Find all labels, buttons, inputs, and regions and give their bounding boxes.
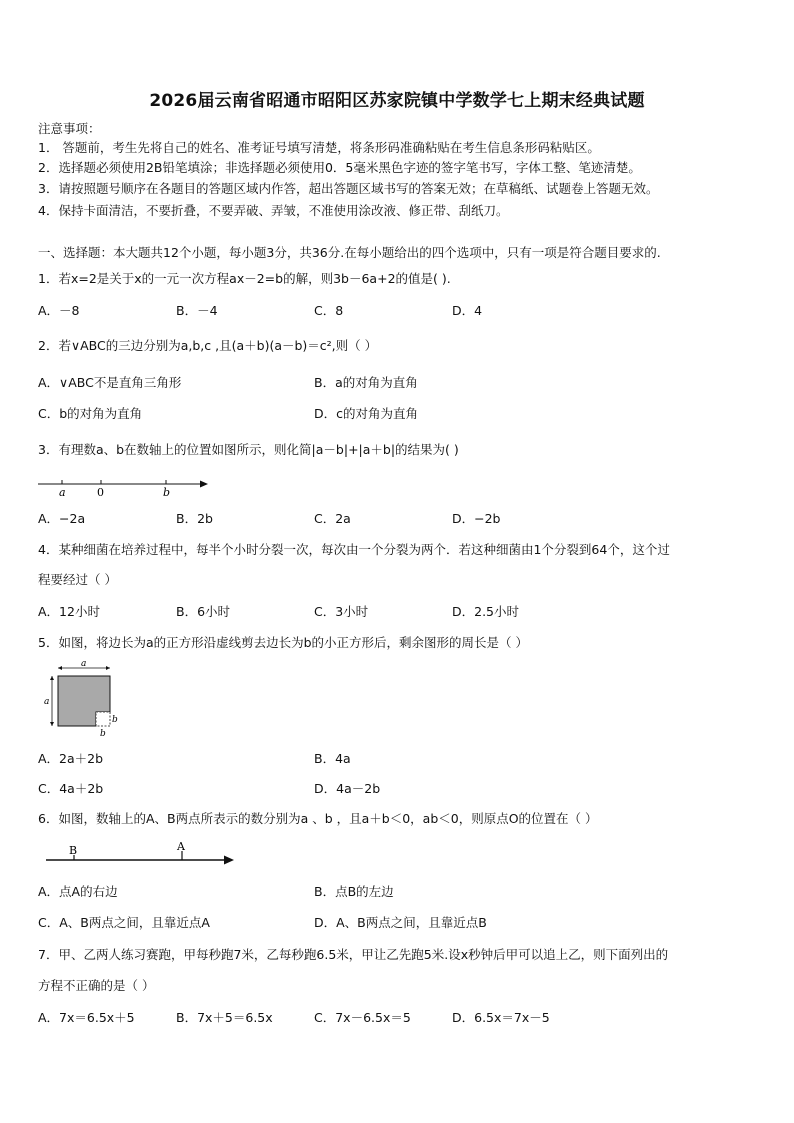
q5-option-c: C．4a＋2b bbox=[38, 781, 104, 796]
q2-option-a: A．∨ABC不是直角三角形 bbox=[38, 375, 182, 390]
q2-option-b: B．a的对角为直角 bbox=[314, 375, 418, 390]
q1-option-a: A．－8 bbox=[38, 303, 80, 318]
q3-option-c: C．2a bbox=[314, 511, 351, 526]
q6-option-a: A．点A的右边 bbox=[38, 884, 118, 899]
q5-label-bottom-b: b bbox=[100, 729, 106, 738]
q7-option-b: B．7x＋5＝6.5x bbox=[176, 1010, 273, 1025]
question-6: 6．如图，数轴上的A、B两点所表示的数分别为a 、b ，且a＋b＜0，ab＜0，则原点O的位置在（ ） bbox=[38, 811, 598, 826]
q3-number-line bbox=[36, 474, 216, 500]
q6-option-b: B．点B的左边 bbox=[314, 884, 394, 899]
question-5: 5．如图，将边长为a的正方形沿虚线剪去边长为b的小正方形后，剩余图形的周长是（ ） bbox=[38, 635, 529, 650]
q3-option-d: D．−2b bbox=[452, 511, 501, 526]
q6-option-d: D．A、B两点之间，且靠近点B bbox=[314, 915, 487, 930]
q1-option-b: B．－4 bbox=[176, 303, 218, 318]
q5-square-figure bbox=[42, 660, 122, 738]
question-1: 1．若x=2是关于x的一元一次方程ax－2=b的解，则3b－6a+2的值是( ). bbox=[38, 271, 451, 286]
q5-option-b: B．4a bbox=[314, 751, 351, 766]
question-7-line-2: 方程不正确的是（ ） bbox=[38, 978, 155, 993]
q6-option-c: C．A、B两点之间，且靠近点A bbox=[38, 915, 210, 930]
q7-option-a: A．7x＝6.5x＋5 bbox=[38, 1010, 135, 1025]
question-2: 2．若∨ABC的三边分别为a,b,c ,且(a＋b)(a－b)＝c²,则（ ） bbox=[38, 338, 378, 353]
q3-option-a: A．−2a bbox=[38, 511, 86, 526]
q7-option-c: C．7x－6.5x＝5 bbox=[314, 1010, 411, 1025]
q5-label-right-b: b bbox=[112, 715, 118, 725]
page-title: 2026届云南省昭通市昭阳区苏家院镇中学数学七上期末经典试题 bbox=[149, 91, 645, 111]
q4-option-c: C．3小时 bbox=[314, 604, 369, 619]
question-3: 3．有理数a、b在数轴上的位置如图所示，则化简|a－b|+|a＋b|的结果为( ) bbox=[38, 442, 459, 457]
q6-axis-label-b: B bbox=[69, 844, 78, 857]
notice-item: 4．保持卡面清洁，不要折叠，不要弄破、弄皱，不准使用涂改液、修正带、刮纸刀。 bbox=[38, 203, 509, 218]
section-heading: 一、选择题：本大题共12个小题，每小题3分，共36分.在每小题给出的四个选项中，只有一项是符合题目要求的. bbox=[38, 245, 661, 260]
q3-option-b: B．2b bbox=[176, 511, 213, 526]
q1-option-d: D．4 bbox=[452, 303, 483, 318]
q3-axis-label-a: a bbox=[59, 486, 66, 499]
q4-option-b: B．6小时 bbox=[176, 604, 231, 619]
q3-axis-label-b: b bbox=[163, 486, 171, 499]
q5-label-left-a: a bbox=[44, 697, 50, 707]
q2-option-d: D．c的对角为直角 bbox=[314, 406, 418, 421]
q4-option-a: A．12小时 bbox=[38, 604, 100, 619]
notice-item: 1． 答题前，考生先将自己的姓名、准考证号填写清楚，将条形码准确粘贴在考生信息条形码粘贴区。 bbox=[38, 140, 600, 155]
q1-option-c: C．8 bbox=[314, 303, 344, 318]
q3-axis-label-0: 0 bbox=[97, 486, 104, 499]
q7-option-d: D．6.5x＝7x－5 bbox=[452, 1010, 550, 1025]
q4-option-d: D．2.5小时 bbox=[452, 604, 520, 619]
q2-option-c: C．b的对角为直角 bbox=[38, 406, 143, 421]
q6-axis-label-a: A bbox=[177, 840, 185, 853]
notice-item: 2．选择题必须使用2B铅笔填涂；非选择题必须使用0．5毫米黑色字迹的签字笔书写，字体工整、笔迹清楚。 bbox=[38, 160, 641, 175]
q5-option-d: D．4a－2b bbox=[314, 781, 381, 796]
q5-label-top-a: a bbox=[81, 660, 87, 669]
notice-item: 3．请按照题号顺序在各题目的答题区域内作答，超出答题区域书写的答案无效；在草稿纸、试题卷上答题无效。 bbox=[38, 181, 659, 196]
question-7-line-1: 7．甲、乙两人练习赛跑，甲每秒跑7米，乙每秒跑6.5米，甲让乙先跑5米.设x秒钟后甲可以追上乙，则下面列出的 bbox=[38, 947, 669, 962]
q5-option-a: A．2a＋2b bbox=[38, 751, 104, 766]
question-4-line-1: 4．某种细菌在培养过程中，每半个小时分裂一次，每次由一个分裂为两个．若这种细菌由1个分裂到64个，这个过 bbox=[38, 542, 670, 557]
notice-heading: 注意事项： bbox=[38, 121, 101, 136]
question-4-line-2: 程要经过（ ） bbox=[38, 572, 117, 587]
q6-number-line bbox=[44, 838, 240, 872]
